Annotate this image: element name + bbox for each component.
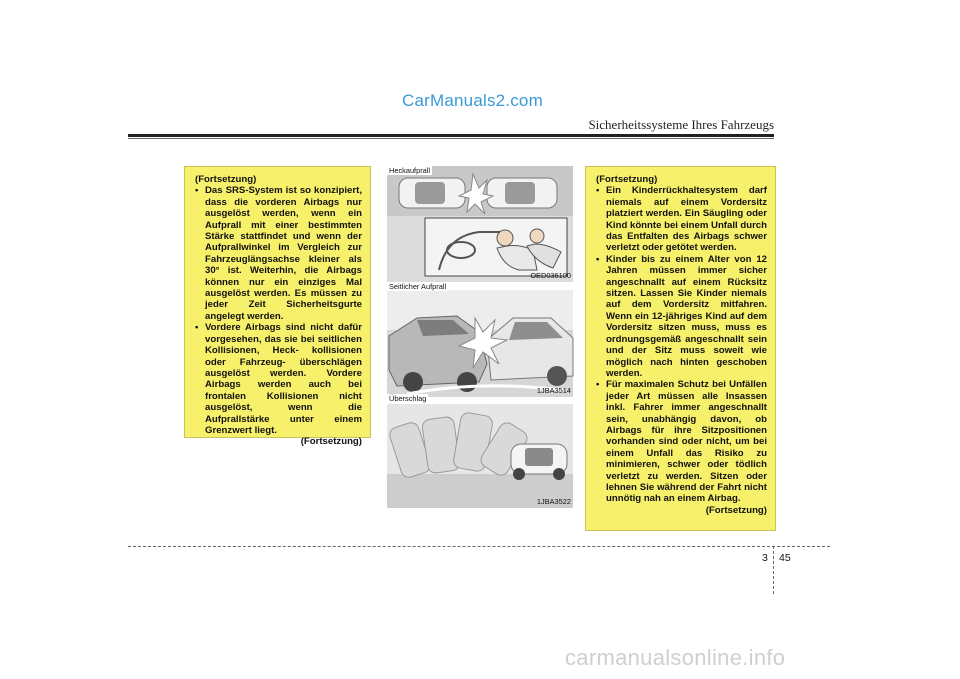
header-rule-thin (128, 138, 774, 139)
rear-impact-label: Heckaufprall (389, 166, 431, 175)
right-note-list (594, 185, 767, 504)
rear-impact-code: OED036100 (530, 271, 571, 280)
left-note-box (184, 166, 371, 448)
rollover-figure (387, 394, 573, 508)
left-note-list (193, 185, 362, 436)
left-note-item: • Vordere Airbags sind nicht dafür vorgesehen, das sie bei seitlichen Kollisionen, Heck- kollisionen oder Fahrzeug- überschlägen ausgelöst werden. Vordere Airbags werden auch bei frontalen Kollisionen nicht ausgelöst, wenn die Aufprallstärke unter einem Grenzwert liegt. (193, 322, 362, 436)
side-impact-figure (387, 282, 573, 397)
side-impact-code: 1JBA3514 (536, 386, 571, 395)
header-rule (128, 134, 774, 137)
footer-rule (128, 546, 830, 547)
page-number: 45 (779, 552, 791, 564)
rollover-label: Überschlag (389, 394, 427, 403)
right-note-heading: (Fortsetzung) (596, 174, 658, 185)
rear-impact-figure (387, 166, 573, 282)
carmanuals2-watermark: CarManuals2.com (402, 91, 543, 110)
chapter-number: 3 (762, 552, 768, 564)
right-note-item: • Kinder bis zu einem Alter von 12 Jahren müssen immer sicher angeschnallt auf einem Rücksitz sitzen. Lassen Sie Kinder niemals auf dem Vordersitz mitfahren. Wenn ein 12-jähriges Kind auf dem Vordersitz sitzen muss, muss es ordnungsgemäß angeschnallt sein und der Sitz muss soweit wie möglich nach hinten geschoben werden. (594, 254, 767, 379)
right-note-continued: (Fortsetzung) (705, 504, 767, 516)
left-note-item: • Das SRS-System ist so konzipiert, dass die vorderen Airbags nur ausgelöst werden, wenn ein Aufprall mit einer bestimmten Stärke stattfindet und wenn der Aufprallwinkel im Vergleich zur Fahrzeuglängsachse kleiner als 30° ist. Weiterhin, die Airbags können nur ein einziges Mal ausgelöst werden. Es müssen zu jeder Zeit Sicherheitsgurte angelegt werden. (193, 185, 362, 322)
carmanualsonline-watermark: carmanualsonline.info (565, 645, 786, 670)
rear-impact-illustration (387, 166, 573, 282)
right-note-item: • Für maximalen Schutz bei Unfällen jeder Art müssen alle Insassen inkl. Fahrer immer angeschnallt sein, unabhängig davon, ob Airbags für ihre Sitzpositionen vorhanden sind oder nicht, um bei einem Unfall das Risiko zu minimieren, schwer oder tödlich verletzt zu werden. Sitzen oder lehnen Sie während der Fahrt nicht unnötig nah an einem Airbag. (594, 379, 767, 504)
rollover-illustration (387, 404, 573, 508)
side-impact-label: Seitlicher Aufprall (389, 282, 447, 291)
section-title: Sicherheitssysteme Ihres Fahrzeugs (588, 117, 774, 132)
page-divider-line (773, 546, 774, 594)
left-note-continued: (Fortsetzung) (300, 436, 362, 448)
right-note-item: • Ein Kinderrückhaltesystem darf niemals auf einem Vordersitz platziert werden. Ein Säugling oder Kind könnte bei einem Unfall durch das Entfalten des Airbags schwer verletzt oder getötet werden. (594, 185, 767, 253)
rollover-code: 1JBA3522 (536, 497, 571, 506)
side-impact-illustration (387, 290, 573, 397)
left-note-heading: (Fortsetzung) (195, 174, 257, 185)
right-note-box (585, 166, 776, 531)
